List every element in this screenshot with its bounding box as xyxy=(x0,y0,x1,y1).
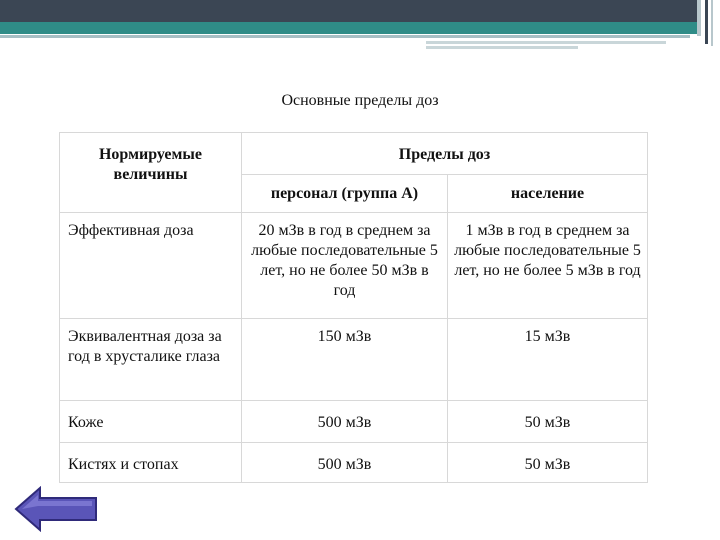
table-row xyxy=(60,401,648,443)
table-row xyxy=(60,319,648,401)
cell-population: 1 мЗв в год в среднем за любые последовательные 5 лет, но не более 5 мЗв в год xyxy=(448,213,648,319)
slide-accent-band xyxy=(0,22,700,34)
cell-personnel: 150 мЗв xyxy=(242,319,448,401)
slide-right-edge xyxy=(700,0,720,48)
row-label: Эквивалентная доза за год в хрусталике глаза xyxy=(60,319,242,401)
table-row xyxy=(60,213,648,319)
header-population: население xyxy=(448,175,648,213)
cell-population: 50 мЗв xyxy=(448,443,648,483)
cell-population: 15 мЗв xyxy=(448,319,648,401)
dose-limits-table xyxy=(59,132,648,483)
cell-personnel: 500 мЗв xyxy=(242,443,448,483)
row-label: Коже xyxy=(60,401,242,443)
header-personnel: персонал (группа А) xyxy=(242,175,448,213)
slide-edge-bar xyxy=(705,0,708,44)
left-arrow-icon[interactable] xyxy=(14,486,98,532)
table-row xyxy=(60,443,648,483)
slide-rule-short xyxy=(426,41,666,44)
cell-personnel: 20 мЗв в год в среднем за любые последовательные 5 лет, но не более 50 мЗв в год xyxy=(242,213,448,319)
slide-rule-shorter xyxy=(426,46,578,49)
row-label: Кистях и стопах xyxy=(60,443,242,483)
header-dose-limits: Пределы доз xyxy=(242,133,648,175)
slide-edge-bar xyxy=(697,0,701,36)
slide-edge-bar xyxy=(711,0,713,46)
cell-population: 50 мЗв xyxy=(448,401,648,443)
slide-rule xyxy=(0,35,690,38)
slide-top-band xyxy=(0,0,700,22)
cell-personnel: 500 мЗв xyxy=(242,401,448,443)
header-normalized-values: Нормируемые величины xyxy=(60,133,242,213)
slide-title: Основные пределы доз xyxy=(281,92,439,109)
row-label: Эффективная доза xyxy=(60,213,242,319)
